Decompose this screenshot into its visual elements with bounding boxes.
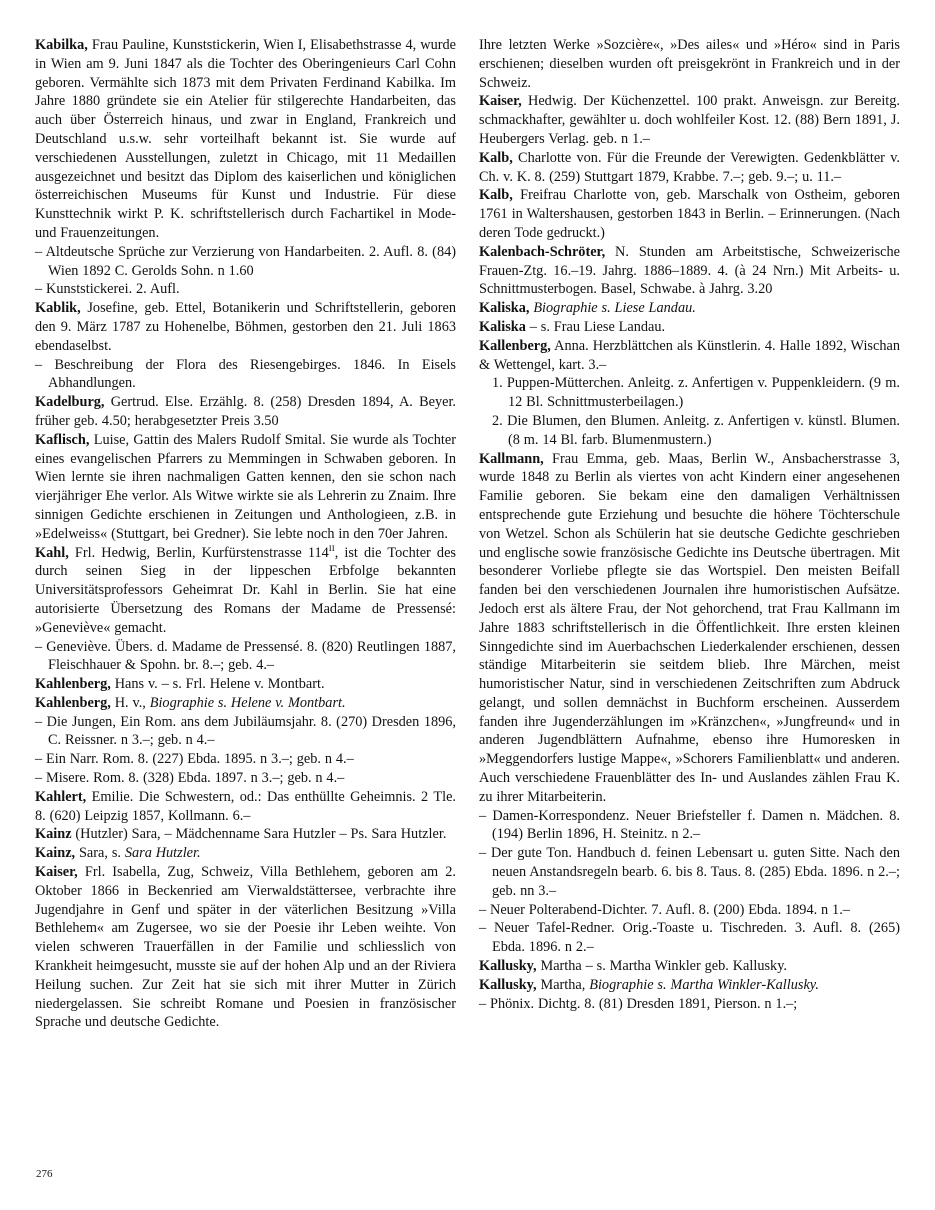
entry-text: Martha, (536, 976, 590, 993)
entry-text: Frau Emma, geb. Maas, Berlin W., Ansbacherstrasse 3, wurde 1848 zu Berlin als viertes von acht Kindern einer angesehenen Familie geboren. Sie bekam eine den damaligen Verhältnissen entsprechende gute Erziehung und besuchte die höhere Töchterschule von Wetzel. Schon als Schülerin hat sie deutsche Gedichte geschrieben und englische sowie französische Gedichte ins Deutsche übertragen. Mit besonderer Vorliebe pflegte sie das Wortspiel. Den meisten Beifall fanden bei den verschiedenen Journalen ihre humoristischen Aufsätze. Jedoch erst als ältere Frau, der Not gehorchend, trat Frau Kallmann im Jahre 1883 schriftstellerisch in die Öffentlichkeit. Ihre ersten kleinen Sinngedichte sind im Auerbachschen Liederkalender erschienen, dessen ständige Mitarbeiterin sie seitdem blieb. Ihre Märchen, meist humoristischer Natur, sind in verschiedenen Zeitschriften zum Abdruck gelangt, und sollen demnächst in Buchform erscheinen. Ausserdem fanden ihre Jugenderzählungen im »Kränzchen«, »Jungfreund« und in anderen Jugendblättern Aufnahme, ebenso ihre Humoresken in »Meggendorfers lustige Mappe«, »Schorers Familienblatt« und anderen. Auch verschiedene Frauenblätter des In- und Auslandes zählen Frau K. zu ihrer Mitarbeiterin. (479, 450, 900, 805)
entry-text: Josefine, geb. Ettel, Botanikerin und Schriftstellerin, geboren den 9. März 1787 zu Hohenelbe, Böhmen, gestorben den 21. Juli 1863 ebendaselbst. (35, 300, 456, 354)
lexicon-entry (479, 92, 900, 148)
right-column (479, 36, 900, 1032)
entry-text: – Altdeutsche Sprüche zur Verzierung von Handarbeiten. 2. Aufl. 8. (84) Wien 1892 C. Gerolds Sohn. n 1.60 (35, 243, 456, 279)
entry-text: – Kunststickerei. 2. Aufl. (35, 281, 180, 298)
entry-headword: Kallmann, (479, 450, 544, 467)
text-columns (35, 36, 900, 1032)
entry-text: – s. Frau Liese Landau. (525, 318, 666, 335)
entry-text: Sara, s. (75, 845, 125, 862)
entry-text: H. v., (110, 694, 150, 711)
entry-headword: Kahl, (35, 544, 69, 561)
left-column (35, 36, 456, 1032)
entry-headword: Kaflisch, (35, 431, 90, 448)
entry-headword: Kainz (35, 826, 72, 843)
entry-text: Hans v. – s. Frl. Helene v. Montbart. (110, 676, 325, 693)
entry-headword: Kahlenberg, (35, 694, 111, 711)
work-list-item (35, 750, 456, 769)
entry-headword: Kaliska (479, 318, 526, 335)
lexicon-entry (479, 450, 900, 807)
lexicon-entry (479, 337, 900, 375)
lexicon-entry (35, 863, 456, 1032)
lexicon-entry (35, 431, 456, 544)
entry-text: Frl. Hedwig, Berlin, Kurfürstenstrasse 114 (68, 544, 329, 561)
entry-text: – Geneviève. Übers. d. Madame de Pressensé. 8. (820) Reutlingen 1887, Fleischhauer & Spohn. br. 8.–; geb. 4.– (35, 638, 456, 674)
work-list-item (35, 243, 456, 281)
work-list-item (479, 807, 900, 845)
lexicon-entry (479, 243, 900, 299)
entry-headword: Kallenberg, (479, 337, 551, 354)
work-list-item (35, 638, 456, 676)
work-list-item (479, 919, 900, 957)
entry-headword: Kallusky, (479, 958, 537, 975)
entry-text: – Neuer Tafel-Redner. Orig.-Toaste u. Tischreden. 3. Aufl. 8. (265) Ebda. 1896. n 2.– (479, 920, 900, 956)
cross-reference-text: Biographie s. Martha Winkler-Kallusky. (589, 976, 819, 993)
work-list-item (35, 356, 456, 394)
entry-text: – Misere. Rom. 8. (328) Ebda. 1897. n 3.–; geb. n 4.– (35, 770, 345, 787)
numbered-sub-item (479, 374, 900, 412)
entry-headword: Kablik, (35, 300, 81, 317)
lexicon-entry (479, 957, 900, 976)
entry-headword: Kaliska, (479, 300, 530, 317)
entry-text: – Phönix. Dichtg. 8. (81) Dresden 1891, Pierson. n 1.–; (479, 995, 798, 1012)
cross-reference-text: Sara Hutzler. (124, 845, 201, 862)
entry-text: Freifrau Charlotte von, geb. Marschalk von Ostheim, geboren 1761 in Waltershausen, gestorben 1843 in Berlin. – Erinnerungen. (Nach deren Tode gedruckt.) (479, 187, 900, 241)
entry-text: Luise, Gattin des Malers Rudolf Smital. Sie wurde als Tochter eines evangelischen Pfarrers zu Memmingen in Schwaben geboren. In Wien lernte sie ihren nachmaligen Gatten kennen, den sie schon nach vierjähriger Ehe verlor. Als Witwe wirkte sie als Lehrerin zu Znaim. Ihre sinnigen Gedichte erschienen in Zeitungen und Anthologieen, z.B. in »Edelweiss« (Stuttgart, bei Gredner). Sie lebte noch in den 70er Jahren. (35, 431, 456, 542)
entry-text: – Die Jungen, Ein Rom. ans dem Jubiläumsjahr. 8. (270) Dresden 1896, C. Reissner. n 3.–; geb. n 4.– (35, 713, 456, 749)
lexicon-entry (35, 299, 456, 355)
entry-text: – Beschreibung der Flora des Riesengebirges. 1846. In Eisels Abhandlungen. (35, 356, 456, 392)
entry-headword: Kalb, (479, 149, 513, 166)
cross-reference-text: Biographie s. Helene v. Montbart. (149, 694, 346, 711)
work-list-item (35, 280, 456, 299)
entry-text: – Damen-Korrespondenz. Neuer Briefsteller f. Damen n. Mädchen. 8. (194) Berlin 1896, H. Steinitz. n 2.– (479, 807, 900, 843)
entry-headword: Kaiser, (35, 864, 78, 881)
lexicon-entry (479, 186, 900, 242)
entry-text: Frau Pauline, Kunststickerin, Wien I, Elisabethstrasse 4, wurde in Wien am 9. Juni 1847 als die Tochter des Oberingenieurs Carl Cohn geboren. Vermählte sich 1873 mit dem Privaten Ferdinand Kabilka. Im Jahre 1880 gründete sie ein Atelier für stilgerechte Handarbeiten, das auch über Österreich hinaus, und zwar in England, Frankreich und Deutschland u.s.w. sehr vorteilhaft bekannt ist. Sie wurde auf verschiedenen Ausstellungen, zuletzt in Chicago, mit 11 Medaillen ausgezeichnet und besitzt das Diplom des kaiserlichen und königlichen österreichischen Museums für Kunst und Industrie. Für diese Kunsttechnik wirkt P. K. schriftstellerisch durch Fachartikel in Mode- und Frauenzeitungen. (35, 37, 456, 241)
entry-headword: Kalb, (479, 187, 513, 204)
entry-text: (Hutzler) Sara, – Mädchenname Sara Hutzler – Ps. Sara Hutzler. (71, 826, 447, 843)
entry-text: II (328, 542, 335, 553)
work-list-item (479, 844, 900, 900)
entry-text: , ist die Tochter des durch seinen Sieg in der lippeschen Erbfolge bekannten Universitätsprofessors Geheimrat Dr. Kahl in Berlin. Sie hat eine autorisierte Übersetzung des Romans der Madame de Pressensé: »Geneviève« gemacht. (35, 544, 456, 636)
lexicon-entry (35, 36, 456, 243)
lexicon-entry (35, 694, 456, 713)
entry-text: – Ein Narr. Rom. 8. (227) Ebda. 1895. n 3.–; geb. n 4.– (35, 751, 354, 768)
entry-headword: Kahlert, (35, 788, 87, 805)
entry-text: Charlotte von. Für die Freunde der Verewigten. Gedenkblätter v. Ch. v. K. 8. (259) Stuttgart 1879, Krabbe. 7.–; geb. 9.–; u. 11.– (479, 149, 900, 185)
lexicon-entry (35, 393, 456, 431)
entry-headword: Kabilka, (35, 37, 88, 53)
page-number: 276 (36, 1168, 53, 1180)
entry-headword: Kalenbach-Schröter, (479, 243, 606, 260)
lexicon-entry (479, 149, 900, 187)
entry-text: Frl. Isabella, Zug, Schweiz, Villa Bethlehem, geboren am 2. Oktober 1866 in Beckenried am Vierwaldstättersee, verbrachte ihre Jugendjahre in Genf und später in der väterlichen Besitzung »Villa Bethlehem« am Zugersee, wo sie der Poesie ihr Leben weihte. Von vielen schweren Trauerfällen in der Familie und schliesslich von Krankheit heimgesucht, musste sie auf der hohen Alp und an der Riviera Heilung suchen. Zur Zeit hat sie sich mit ihrer Mutter in Zürich niedergelassen. Sie schreibt Romane und Poesien in französischer Sprache und deutsche Gedichte. (35, 864, 456, 1031)
entry-continuation (479, 36, 900, 92)
entry-headword: Kallusky, (479, 976, 537, 993)
work-list-item (35, 713, 456, 751)
entry-headword: Kadelburg, (35, 394, 105, 411)
entry-text: Ihre letzten Werke »Sozcière«, »Des ailes« und »Héro« sind in Paris erschienen; dieselben wurden oft preisgekrönt in Frankreich und in der Schweiz. (479, 37, 900, 91)
lexicon-entry (479, 976, 900, 995)
entry-text: – Neuer Polterabend-Dichter. 7. Aufl. 8. (200) Ebda. 1894. n 1.– (479, 901, 850, 918)
lexicon-entry (479, 318, 900, 337)
lexicon-entry (35, 544, 456, 638)
lexicon-entry (479, 299, 900, 318)
entry-headword: Kahlenberg, (35, 676, 111, 693)
lexicon-entry (35, 675, 456, 694)
entry-text: Anna. Herzblättchen als Künstlerin. 4. Halle 1892, Wischan & Wettengel, kart. 3.– (479, 337, 900, 373)
work-list-item (479, 901, 900, 920)
lexicon-entry (35, 788, 456, 826)
lexicon-entry (35, 844, 456, 863)
entry-text: 1. Puppen-Mütterchen. Anleitg. z. Anfertigen v. Puppenkleidern. (9 m. 12 Bl. Schnittmusterbeilagen.) (492, 375, 900, 411)
lexicon-entry (35, 825, 456, 844)
numbered-sub-item (479, 412, 900, 450)
entry-headword: Kaiser, (479, 93, 522, 110)
entry-text: Hedwig. Der Küchenzettel. 100 prakt. Anweisgn. zur Bereitg. schmackhafter, gewählter u. doch wohlfeiler Kost. 12. (88) Bern 1891, J. Heubergers Verlag. geb. n 1.– (479, 93, 900, 147)
entry-text: Martha – s. Martha Winkler geb. Kallusky. (536, 958, 788, 975)
work-list-item (479, 995, 900, 1014)
cross-reference-text: Biographie s. Liese Landau. (533, 300, 696, 317)
entry-text: N. Stunden am Arbeitstische, Schweizerische Frauen-Ztg. 16.–19. Jahrg. 1886–1889. 4. (à 24 Nrn.) Mit Arbeits- u. Schnittmusterbogen. Basel, Schwabe. à Jahrg. 3.20 (479, 243, 900, 298)
entry-headword: Kainz, (35, 845, 76, 862)
entry-text: Gertrud. Else. Erzählg. 8. (258) Dresden 1894, A. Beyer. früher geb. 4.50; herabgesetzter Preis 3.50 (35, 394, 456, 429)
entry-text: – Der gute Ton. Handbuch d. feinen Lebensart u. guten Sitte. Nach den neuen Anstandsregeln bearb. 6. bis 8. Taus. 8. (285) Ebda. 1896. n 2.–; geb. nn 3.– (479, 845, 900, 899)
entry-text: Emilie. Die Schwestern, od.: Das enthüllte Geheimnis. 2 Tle. 8. (620) Leipzig 1857, Kollmann. 6.– (35, 788, 456, 824)
work-list-item (35, 769, 456, 788)
entry-text: 2. Die Blumen, den Blumen. Anleitg. z. Anfertigen v. künstl. Blumen. (8 m. 14 Bl. farb. Blumenmustern.) (492, 412, 900, 448)
